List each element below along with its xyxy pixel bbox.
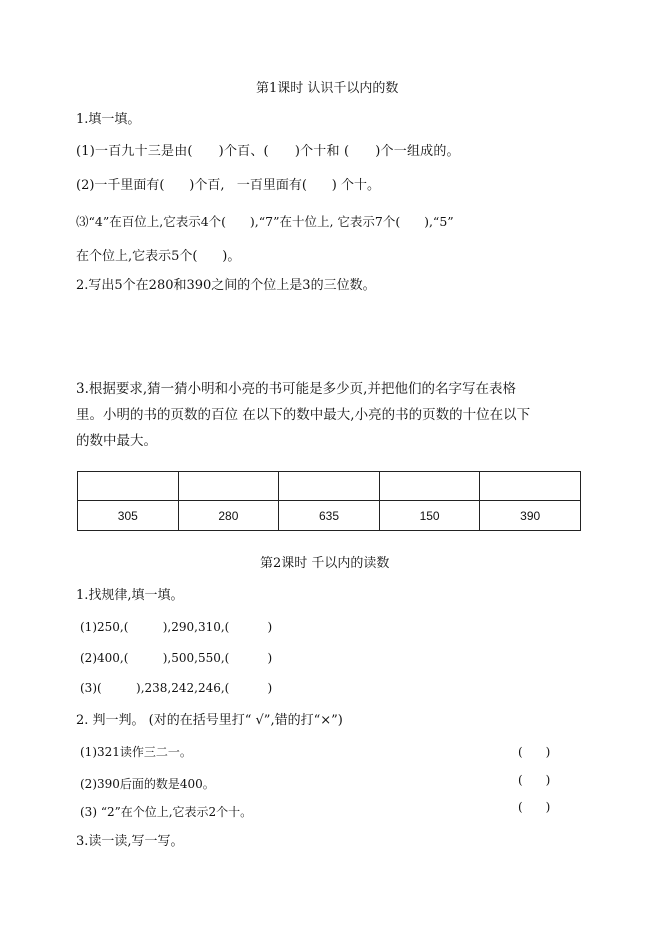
lesson2-q3-heading: 3.读一读,写一写。 xyxy=(76,834,184,849)
judge-bracket-3[interactable]: ( ) xyxy=(518,800,551,814)
lesson1-q3-line2: 里。小明的书的页数的百位 在以下的数中最大,小亮的书的页数的十位在以下 xyxy=(76,407,531,423)
lesson2-q1-item2: (2)400,( ),500,550,( ) xyxy=(80,651,273,665)
value-cell-2: 280 xyxy=(178,501,279,531)
name-cell-2[interactable] xyxy=(178,472,279,501)
lesson2-q2-item2: (2)390后面的数是400。 xyxy=(80,777,215,791)
lesson1-title: 第1课时 认识千以内的数 xyxy=(256,81,399,96)
lesson2-q1-item1: (1)250,( ),290,310,( ) xyxy=(80,620,273,634)
lesson2-q2-item1: (1)321读作三二一。 xyxy=(80,745,192,759)
value-cell-4: 150 xyxy=(379,501,480,531)
page-count-table xyxy=(77,471,581,531)
lesson2-q1-heading: 1.找规律,填一填。 xyxy=(76,588,184,603)
name-cell-3[interactable] xyxy=(279,472,380,501)
lesson2-q1-item3: (3)( ),238,242,246,( ) xyxy=(80,681,273,695)
lesson1-q1-item3-line2: 在个位上,它表示5个( )。 xyxy=(76,249,241,264)
lesson1-q1-heading: 1.填一填。 xyxy=(76,112,141,127)
lesson1-q1-item3-line1: ⑶“4”在百位上,它表示4个( ),“7”在十位上, 它表示7个( ),“5” xyxy=(76,214,454,229)
table-row-values xyxy=(78,501,581,531)
lesson1-q3-line1: 3.根据要求,猜一猜小明和小亮的书可能是多少页,并把他们的名字写在表格 xyxy=(76,381,516,397)
judge-bracket-2[interactable]: ( ) xyxy=(518,773,551,787)
name-cell-1[interactable] xyxy=(78,472,179,501)
lesson1-q1-item1: (1)一百九十三是由( )个百、( )个十和 ( )个一组成的。 xyxy=(76,144,460,159)
lesson2-title: 第2课时 千以内的读数 xyxy=(260,556,390,571)
lesson1-q2: 2.写出5个在280和390之间的个位上是3的三位数。 xyxy=(76,278,376,293)
lesson2-q2-item3: (3) “2”在个位上,它表示2个十。 xyxy=(80,805,253,819)
lesson1-q1-item2: (2)一千里面有( )个百, 一百里面有( ) 个十。 xyxy=(76,178,380,193)
value-cell-1: 305 xyxy=(78,501,179,531)
lesson2-q2-heading: 2. 判一判。 (对的在括号里打“ √”,错的打“×”) xyxy=(76,713,343,728)
lesson1-q3-line3: 的数中最大。 xyxy=(76,433,157,449)
value-cell-5: 390 xyxy=(480,501,581,531)
table-row-names xyxy=(78,472,581,501)
name-cell-4[interactable] xyxy=(379,472,480,501)
judge-bracket-1[interactable]: ( ) xyxy=(518,745,551,759)
value-cell-3: 635 xyxy=(279,501,380,531)
name-cell-5[interactable] xyxy=(480,472,581,501)
